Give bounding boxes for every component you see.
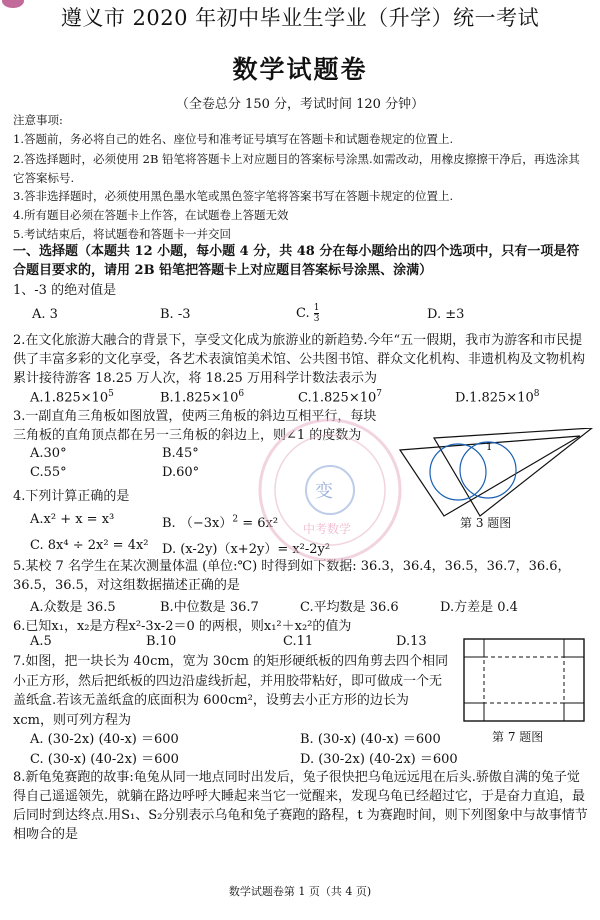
q6-option-d: D.13	[396, 634, 427, 649]
q4-option-d: D. (x-2y)（x+2y）= x²-2y²	[162, 542, 331, 557]
q2-option-c: $C.1.825\times 10^7$	[298, 389, 383, 406]
q5-option-b: B.中位数是 36.7	[160, 600, 259, 615]
exam-title: 遵义市 2020 年初中毕业生学业（升学）统一考试	[60, 6, 540, 30]
question-4-stem: 4.下列计算正确的是	[13, 489, 130, 504]
note-item: 3.答非选择题时，必须使用黑色墨水笔或黑色签字笔将答案书写在答题卡规定的位置上.	[13, 189, 454, 203]
q6-option-c: C.11	[283, 634, 314, 649]
q7-option-d: D. (30-2x) (40-2x) ＝600	[300, 752, 458, 767]
page-footer: 数学试题卷第 1 页（共 4 页)	[228, 885, 372, 898]
q2-option-d: $D.1.825\times 10^8$	[455, 389, 540, 406]
q5-option-c: C.平均数是 36.6	[300, 600, 399, 615]
q5-option-a: A.众数是 36.5	[30, 600, 116, 615]
q6-option-a: A.5	[30, 634, 52, 649]
q1-option-a: A. 3	[32, 307, 58, 322]
q3-option-b: B.45°	[162, 446, 199, 461]
q3-option-d: D.60°	[162, 465, 200, 480]
question-8-stem: 8.新龟兔赛跑的故事:龟兔从同一地点同时出发后，兔子很快把乌龟远远甩在后头.骄傲自满的兔子觉得自己遥遥领先，就躺在路边呼呼大睡起来当它一觉醒来，发现乌龟已经超过它，于是奋力直追，最后同时到达终点.用S₁、S₂分别表示乌龟和兔子赛跑的路程，t 为赛跑时间，则下列图象中与故事情节相吻合的是	[13, 770, 588, 842]
note-item: 2.答选择题时，必须使用 2B 铅笔将答题卡上对应题目的答案标号涂黑.如需改动，用橡皮擦擦干净后，再选涂其它答案标号.	[13, 152, 580, 185]
q3-triangle-figure	[392, 428, 597, 520]
q2-option-a: $A.1.825\times 10^5$	[30, 389, 114, 406]
exam-subtitle: 数学试题卷	[232, 55, 368, 84]
svg-text:变: 变	[315, 481, 333, 502]
note-item: 4.所有题目必须在答题卡上作答，在试题卷上答题无效	[13, 208, 289, 222]
q1-option-b: B. -3	[160, 307, 191, 322]
watermark-seal	[255, 415, 405, 565]
question-5-stem: 5.某校 7 名学生在某次测量体温 (单位:℃) 时得到如下数据: 36.3，36.4，36.5，36.7，36.6，36.5，36.5，对这组数据描述正确的是	[13, 559, 571, 593]
question-2-stem: 2.在文化旅游大融合的背景下，享受文化成为旅游业的新趋势.今年“五一假期，我市为游客和市民提供了丰富多彩的文化享受，各艺术表演馆美术馆、公共图书馆、群众文化机构、非遗机构及文物机构累计接待游客 18.25 万人次，将 18.25 万用科学计数法表示为	[13, 333, 586, 386]
note-item: 5.考试结束后，将试题卷和答题卡一并交回	[13, 227, 231, 241]
svg-text:中考数学: 中考数学	[303, 522, 352, 536]
q5-option-d: D.方差是 0.4	[440, 600, 518, 615]
q3-angle-label: 1	[486, 442, 493, 453]
q1-option-d: D. ±3	[427, 307, 465, 322]
score-note: （全卷总分 150 分，考试时间 120 分钟）	[175, 97, 425, 112]
question-6-stem: 6.已知x₁，x₂是方程x²-3x-2＝0 的两根，则x₁²＋x₂²的值为	[13, 619, 352, 634]
q7-figure-caption: 第 7 题图	[492, 730, 544, 744]
section-heading: 一、选择题（本题共 12 小题，每小题 4 分，共 48 分在每小题给出的四个选项中，只有一项是符合题目要求的，请用 2B 铅笔把答题卡上对应题目答案标号涂黑、涂满）	[13, 244, 580, 278]
q3-figure-caption: 第 3 题图	[460, 516, 512, 530]
question-1-stem: 1、-3 的绝对值是	[13, 283, 117, 298]
note-item: 1.答题前，务必将自己的姓名、座位号和准考证号填写在答题卡和试题卷规定的位置上.	[13, 132, 454, 146]
q7-option-b: B. (30-x) (40-x) ＝600	[300, 732, 441, 747]
question-3-stem: 3.一副直角三角板如图放置，使两三角板的斜边互相平行，每块三角板的直角顶点都在另一三角板的斜边上，则∠1 的度数为	[13, 409, 377, 443]
q3-option-c: C.55°	[30, 465, 67, 480]
q6-option-b: B.10	[146, 634, 177, 649]
q7-option-c: C. (30-x) (40-2x) ＝600	[30, 752, 179, 767]
q4-option-a: A.x² + x = x³	[30, 512, 115, 527]
question-7-stem: 7.如图，把一块长为 40cm，宽为 30cm 的矩形硬纸板的四角剪去四个相同小正方形，然后把纸板的四边沿虚线折起，并用胶带粘好，即可做成一个无盖纸盒.若该无盖纸盒的底面积为 600cm²，设剪去小正方形的边长为 xcm，则可列方程为	[13, 654, 449, 728]
q4-option-c: C. 8x⁴ ÷ 2x² = 4x²	[30, 538, 149, 553]
q4-option-b: B. $(-3x)^2 = 6x^2$	[162, 514, 279, 531]
q1-option-c: C. $\frac{1}{3}$	[296, 303, 320, 324]
q3-option-a: A.30°	[30, 446, 67, 461]
q2-option-b: $B.1.825\times 10^6$	[160, 389, 245, 406]
q7-cardboard-figure	[462, 637, 587, 723]
notes-heading: 注意事项:	[13, 113, 63, 127]
q7-option-a: A. (30-2x) (40-x) ＝600	[30, 732, 179, 747]
